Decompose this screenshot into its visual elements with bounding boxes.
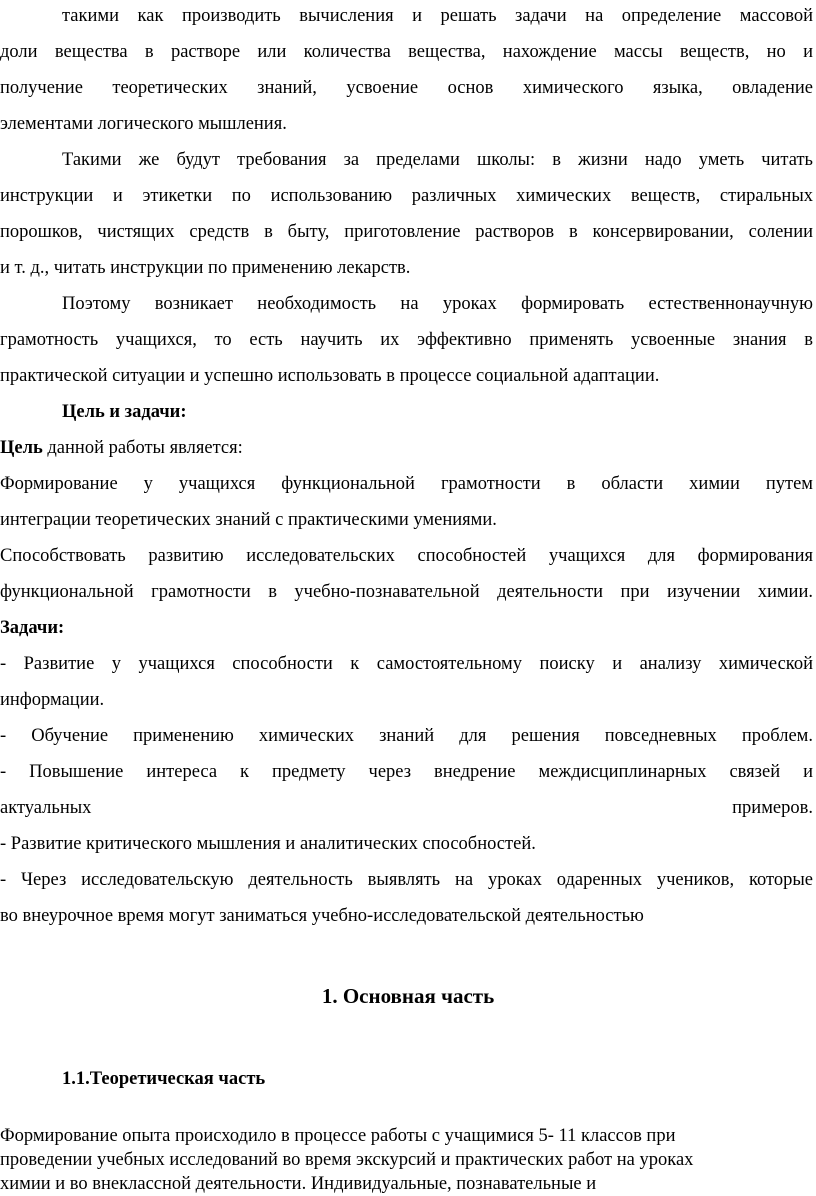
task-line: информации.: [0, 690, 105, 710]
task-line: - Обучение применению химических знаний для решения повседневных проблем.: [0, 726, 813, 746]
paragraph-line: доли вещества в растворе или количества вещества, нахождение массы веществ, но и: [0, 42, 813, 62]
paragraph-line: инструкции и этикетки по использованию различных химических веществ, стиральных: [0, 186, 813, 206]
paragraph-line: Такими же будут требования за пределами школы: в жизни надо уметь читать: [62, 150, 813, 170]
goal-intro-rest: данной работы является:: [42, 438, 243, 458]
paragraph-line: грамотность учащихся, то есть научить их эффективно применять усвоенные знания в: [0, 330, 813, 350]
paragraph-line: получение теоретических знаний, усвоение основ химического языка, овладение: [0, 78, 813, 98]
task-line-end: примеров.: [732, 798, 813, 818]
goal-line: интеграции теоретических знаний с практическими умениями.: [0, 510, 497, 530]
task-line: - Повышение интереса к предмету через внедрение междисциплинарных связей и: [0, 762, 813, 782]
task-line: актуальных: [0, 798, 92, 818]
goal-line: Формирование у учащихся функциональной грамотности в области химии путем: [0, 474, 813, 494]
task-line: - Развитие у учащихся способности к самостоятельному поиску и анализу химической: [0, 654, 813, 674]
section-line: проведении учебных исследований во время экскурсий и практических работ на уроках: [0, 1150, 694, 1170]
section-line: химии и во внеклассной деятельности. Индивидуальные, познавательные и: [0, 1174, 597, 1194]
goal-line: функциональной грамотности в учебно-познавательной деятельности при изучении химии.: [0, 582, 813, 602]
paragraph-line: Поэтому возникает необходимость на уроках формировать естественнонаучную: [62, 294, 813, 314]
paragraph-line: такими как производить вычисления и решать задачи на определение массовой: [62, 6, 813, 26]
subsection-title: 1.1.Теоретическая часть: [62, 1069, 266, 1089]
goal-line: Способствовать развитию исследовательских способностей учащихся для формирования: [0, 546, 813, 566]
paragraph-line: порошков, чистящих средств в быту, приготовление растворов в консервировании, солении: [0, 222, 813, 242]
task-line: во внеурочное время могут заниматься учебно-исследовательской деятельностью: [0, 906, 644, 926]
goal-word: Цель: [0, 438, 43, 458]
task-line: - Развитие критического мышления и аналитических способностей.: [0, 834, 536, 854]
paragraph-line: практической ситуации и успешно использовать в процессе социальной адаптации.: [0, 366, 660, 386]
section-title: 1. Основная часть: [321, 984, 495, 1008]
paragraph-line: элементами логического мышления.: [0, 114, 287, 134]
paragraph-line: и т. д., читать инструкции по применению лекарств.: [0, 258, 411, 278]
tasks-heading: Задачи:: [0, 618, 65, 638]
task-line: - Через исследовательскую деятельность выявлять на уроках одаренных учеников, которые: [0, 870, 813, 890]
goals-heading: Цель и задачи:: [62, 402, 187, 422]
goal-intro: [0, 430, 243, 466]
section-line: Формирование опыта происходило в процессе работы с учащимися 5- 11 классов при: [0, 1126, 676, 1146]
